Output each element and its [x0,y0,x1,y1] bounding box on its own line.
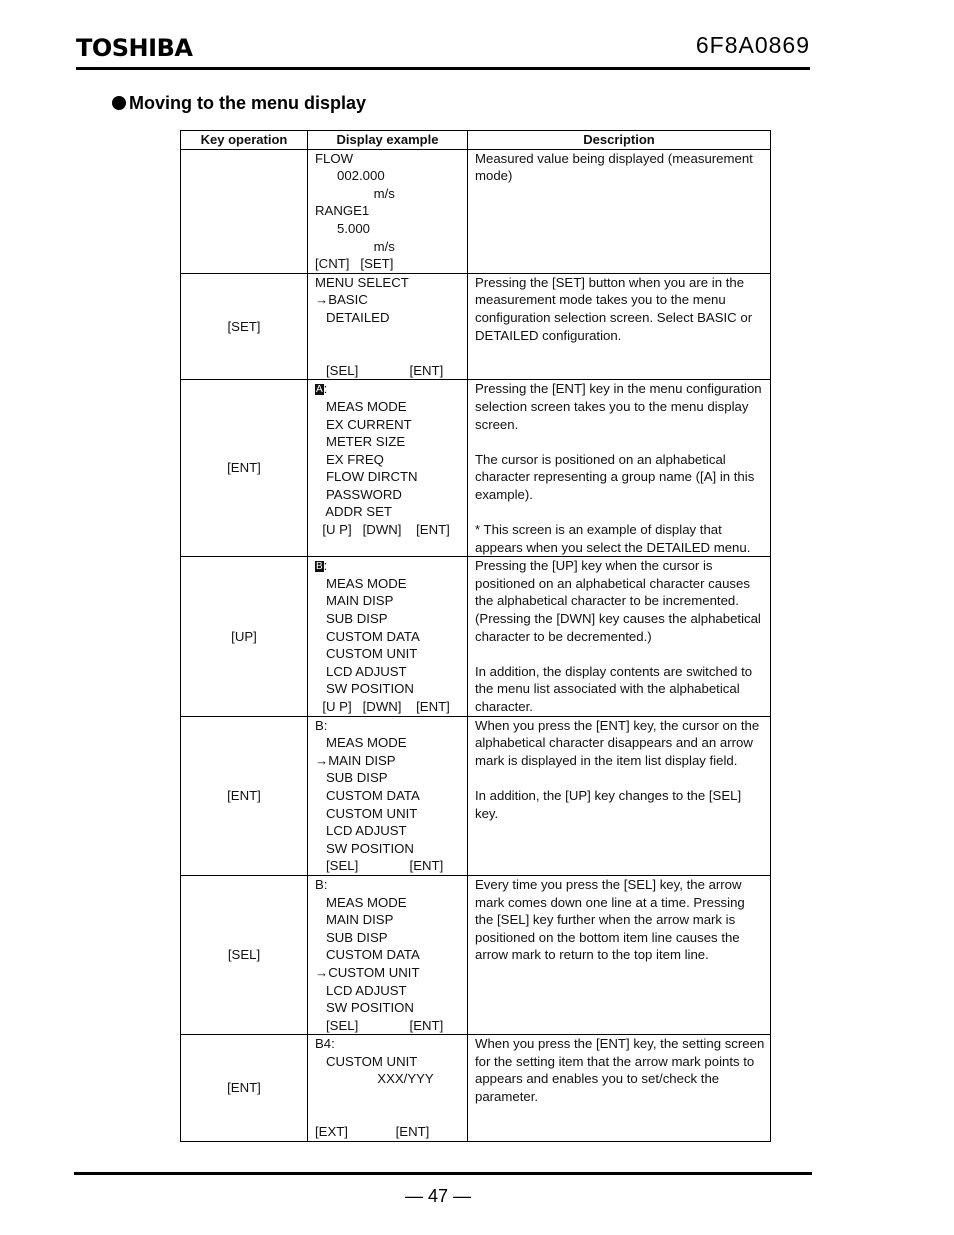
display-line: LCD ADJUST [315,823,407,839]
display-line: SW POSITION [315,1000,414,1016]
display-example-cell [308,1035,468,1142]
display-line: SUB DISP [315,611,388,627]
header-display-example: Display example [308,131,468,150]
display-line: MEAS MODE [315,398,407,414]
table-row [181,380,771,557]
header-key-operation: Key operation [181,131,308,150]
bullet-icon [112,96,126,110]
key-operation-table [180,130,771,1142]
table-row [181,273,771,380]
page-number: — 47 — [404,1186,472,1206]
display-line: 002.000 [315,168,385,184]
display-line: B: [315,717,328,733]
description-paragraph: The cursor is positioned on an alphabetical character representing a group name ([A] in this example). [475,451,755,502]
display-line: FLOW DIRCTN [315,469,418,485]
display-line: CUSTOM DATA [315,628,420,644]
display-line: EX CURRENT [315,416,412,432]
display-line [315,557,467,575]
display-line: 5.000 [315,220,370,236]
display-line: [EXT] [ENT] [315,1124,430,1140]
display-line: CUSTOM DATA [315,787,420,803]
display-line: FLOW [315,150,354,166]
display-line: [U P] [DWN] [ENT] [315,699,450,714]
display-line: m/s [315,185,395,201]
page-header [76,30,810,70]
display-line: [U P] [DWN] [ENT] [315,522,450,538]
description-cell [468,716,771,875]
key-operation-cell: [ENT] [181,1035,308,1142]
description-cell [468,273,771,380]
header-rule [76,67,810,70]
description-paragraph: * This screen is an example of display that appears when you select the DETAILED menu. [475,522,751,555]
display-example-cell [308,273,468,380]
description-paragraph: Pressing the [SET] button when you are in the measurement mode takes you to the menu configuration selection screen. Select BASIC or DETAILED configuration. [475,274,753,343]
display-line: MAIN DISP [315,593,394,609]
display-line: CUSTOM UNIT [315,646,418,662]
display-line-text: : [323,381,328,397]
display-line: SUB DISP [315,770,388,786]
header-description: Description [468,131,771,150]
key-operation-cell [181,149,308,273]
display-line: MEAS MODE [315,735,407,751]
display-line-text: : [323,558,328,574]
section-title-text: Moving to the menu display [129,93,367,113]
footer-rule [74,1172,812,1175]
display-line: MAIN DISP [315,912,394,928]
display-line [315,327,467,345]
display-line: LCD ADJUST [315,663,407,679]
cursor-letter: B [316,561,323,573]
display-line [315,344,467,362]
key-operation-cell: [SET] [181,273,308,380]
display-line: ADDR SET [315,504,392,520]
table-row [181,716,771,875]
description-paragraph: When you press the [ENT] key, the setting screen for the setting item that the arrow mark points to appears and enables you to set/check the parameter. [475,1036,765,1105]
display-example-cell [308,875,468,1034]
display-line: SUB DISP [315,929,388,945]
display-line: [CNT] [SET] [315,256,394,272]
table-header-row [181,131,771,150]
display-line [315,1088,467,1106]
table-row [181,557,771,716]
brand-logo: TOSHIBA [76,34,193,62]
section-title [112,93,366,114]
description-paragraph: Pressing the [UP] key when the cursor is positioned on an alphabetical character causes the alphabetical character to be incremented. (Pressing the [DWN] key causes the alphabetical character to be decremented.) [475,558,761,644]
display-line: DETAILED [315,309,390,325]
display-line: →BASIC [315,292,368,308]
display-line: MEAS MODE [315,894,407,910]
display-line: B4: [315,1036,335,1052]
key-operation-cell: [ENT] [181,716,308,875]
display-line: MENU SELECT [315,274,409,290]
description-cell [468,875,771,1034]
display-line: [SEL] [ENT] [315,362,444,378]
display-line: EX FREQ [315,451,384,467]
display-example-cell [308,557,468,716]
display-line: CUSTOM UNIT [315,1053,418,1069]
display-line [315,1106,467,1124]
description-paragraph: In addition, the display contents are switched to the menu list associated with the alphabetical character. [475,663,753,714]
table-row [181,149,771,273]
display-line: MEAS MODE [315,575,407,591]
key-operation-cell: [UP] [181,557,308,716]
description-paragraph: In addition, the [UP] key changes to the [SEL] key. [475,787,742,821]
display-line: SW POSITION [315,840,414,856]
display-line: METER SIZE [315,434,406,450]
document-number: 6F8A0869 [695,32,810,58]
display-example-cell [308,149,468,273]
table-row [181,1035,771,1142]
display-line: →CUSTOM UNIT [315,964,420,980]
display-line: RANGE1 [315,203,370,219]
display-line: SW POSITION [315,681,414,697]
table-body [181,149,771,1141]
description-cell [468,380,771,557]
display-line: B: [315,876,328,892]
description-cell [468,149,771,273]
table-row [181,875,771,1034]
description-paragraph: Pressing the [ENT] key in the menu configuration selection screen takes you to the menu display screen. [475,381,762,432]
display-line: [SEL] [ENT] [315,858,444,874]
display-line: CUSTOM DATA [315,947,420,963]
display-line: CUSTOM UNIT [315,805,418,821]
display-line: [SEL] [ENT] [315,1017,444,1033]
display-line: XXX/YYY [315,1071,434,1087]
cursor-letter: A [316,384,323,396]
display-line: m/s [315,238,395,254]
display-line [315,380,467,398]
description-cell [468,557,771,716]
key-operation-cell: [SEL] [181,875,308,1034]
description-paragraph: Every time you press the [SEL] key, the arrow mark comes down one line at a time. Pressing the [SEL] key further when the arrow mark is positioned on the bottom item line causes the arrow mark to return to the top item line. [475,876,745,963]
description-paragraph: When you press the [ENT] key, the cursor on the alphabetical character disappears and an arrow mark is displayed in the item list display field. [475,717,760,768]
description-cell [468,1035,771,1142]
display-line: PASSWORD [315,486,402,502]
display-example-cell [308,380,468,557]
display-line: LCD ADJUST [315,982,407,998]
description-paragraph: Measured value being displayed (measurement mode) [475,150,753,184]
key-operation-cell: [ENT] [181,380,308,557]
display-line: →MAIN DISP [315,752,396,768]
display-example-cell [308,716,468,875]
